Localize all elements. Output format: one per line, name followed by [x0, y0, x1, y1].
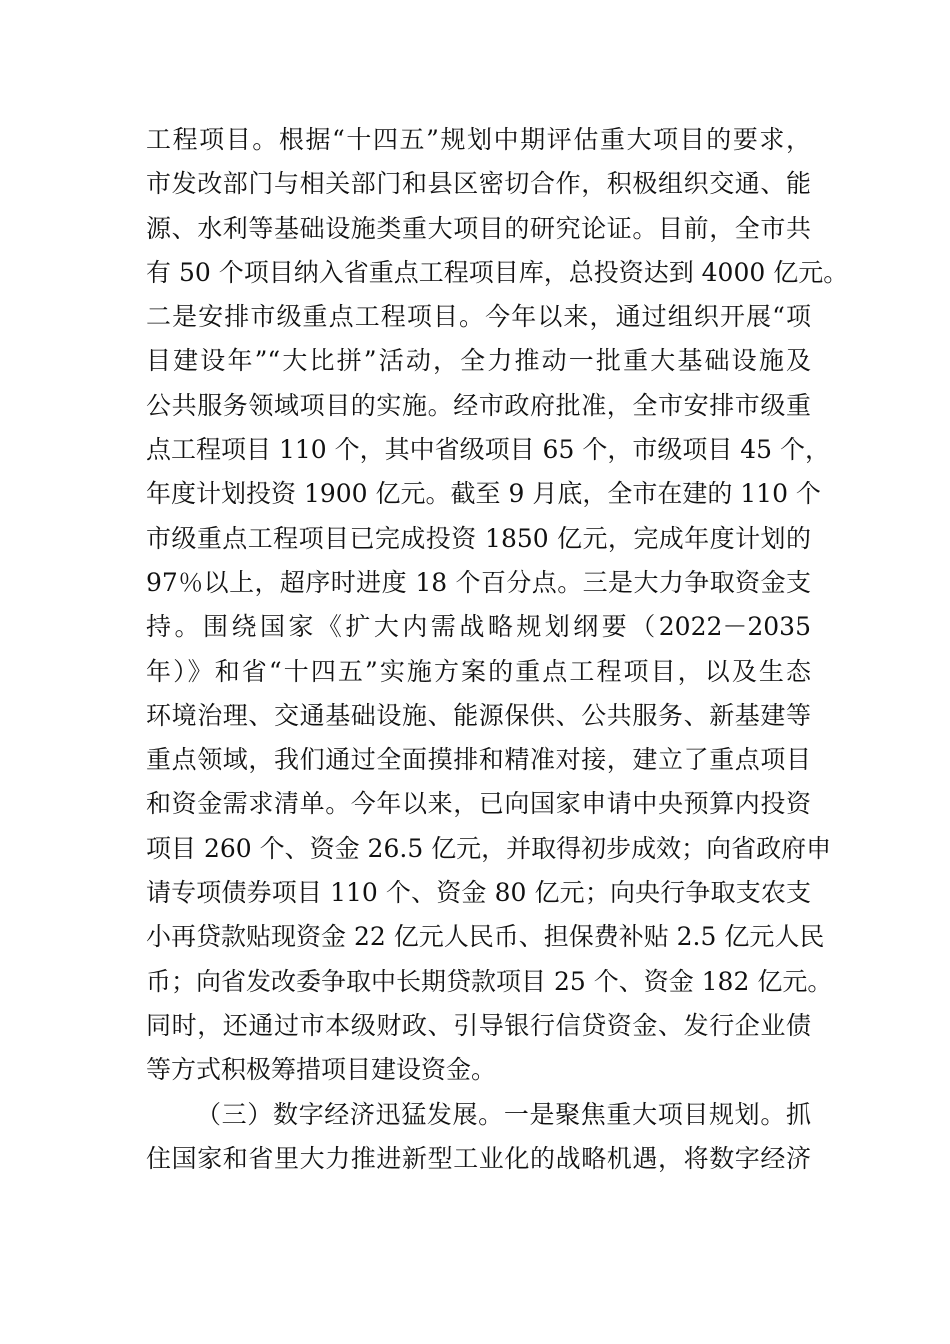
text-line: 持。围绕国家《扩大内需战略规划纲要（2022－2035 — [146, 612, 811, 642]
text-line: 年度计划投资 1900 亿元。截至 9 月底，全市在建的 110 个 — [146, 479, 821, 509]
text-line: 住国家和省里大力推进新型工业化的战略机遇，将数字经济 — [146, 1143, 811, 1173]
text-line: 和资金需求清单。今年以来，已向国家申请中央预算内投资 — [146, 789, 811, 819]
text-line: 币；向省发改委争取中长期贷款项目 25 个、资金 182 亿元。 — [146, 966, 833, 996]
text-line: 市级重点工程项目已完成投资 1850 亿元，完成年度计划的 — [146, 523, 811, 553]
text-line: 源、水利等基础设施类重大项目的研究论证。目前，全市共 — [146, 213, 811, 243]
section-heading-line: （三）数字经济迅猛发展。一是聚焦重大项目规划。抓 — [196, 1099, 811, 1129]
text-line: 重点领域，我们通过全面摸排和精准对接，建立了重点项目 — [146, 745, 811, 775]
text-line: 有 50 个项目纳入省重点工程项目库，总投资达到 4000 亿元。 — [146, 257, 849, 287]
text-line: 年）》和省“十四五”实施方案的重点工程项目，以及生态 — [146, 656, 811, 686]
body-text — [146, 118, 849, 1181]
text-line: 请专项债券项目 110 个、资金 80 亿元；向央行争取支农支 — [146, 878, 811, 908]
text-line: 点工程项目 110 个，其中省级项目 65 个，市级项目 45 个， — [146, 435, 831, 465]
text-line: 项目 260 个、资金 26.5 亿元，并取得初步成效；向省政府申 — [146, 833, 832, 863]
text-line: 市发改部门与相关部门和县区密切合作，积极组织交通、能 — [146, 169, 811, 199]
text-line: 同时，还通过市本级财政、引导银行信贷资金、发行企业债 — [146, 1010, 811, 1040]
text-line: 目建设年”“大比拼”活动，全力推动一批重大基础设施及 — [146, 346, 811, 376]
text-line: 97％以上，超序时进度 18 个百分点。三是大力争取资金支 — [146, 567, 811, 597]
text-line: 公共服务领域项目的实施。经市政府批准，全市安排市级重 — [146, 390, 811, 420]
text-line: 小再贷款贴现资金 22 亿元人民币、担保费补贴 2.5 亿元人民 — [146, 922, 825, 952]
text-line: 工程项目。根据“十四五”规划中期评估重大项目的要求， — [146, 125, 811, 154]
text-line: 等方式积极筹措项目建设资金。 — [146, 1055, 497, 1085]
text-line: 二是安排市级重点工程项目。今年以来，通过组织开展“项 — [146, 302, 811, 332]
text-line: 环境治理、交通基础设施、能源保供、公共服务、新基建等 — [146, 700, 811, 730]
